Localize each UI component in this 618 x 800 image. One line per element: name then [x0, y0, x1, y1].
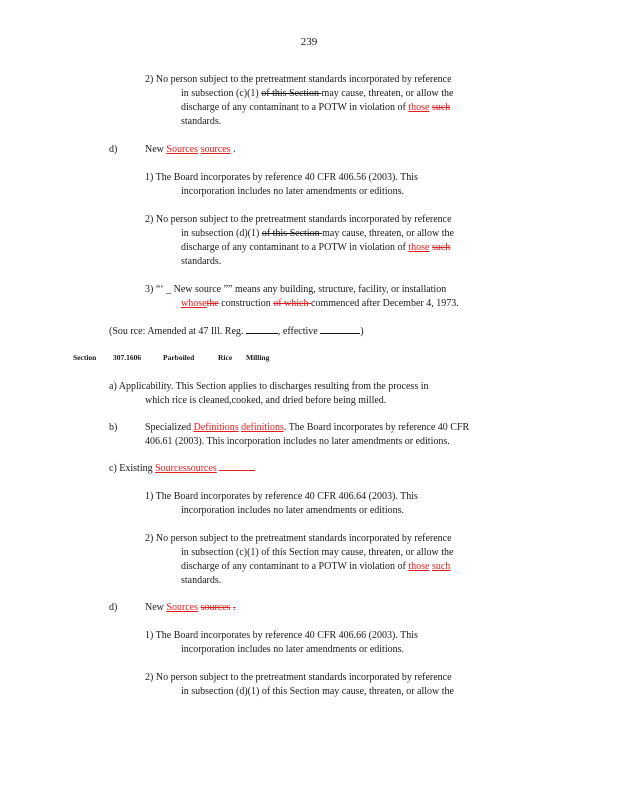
- marker: 1): [145, 172, 154, 183]
- marker: 2): [145, 533, 154, 544]
- c-1-line2: incorporation includes no later amendments or editions.: [181, 505, 404, 516]
- text: New: [145, 144, 167, 155]
- d2-1-line2: incorporation includes no later amendments or editions.: [181, 644, 404, 655]
- inserted-text: whose: [181, 298, 207, 309]
- inserted-text: those: [408, 242, 430, 253]
- inserted-text: those: [408, 561, 430, 572]
- text: Applicability. This Section applies to discharges resulting from the process in: [118, 381, 429, 392]
- d2-2-line1: [145, 671, 452, 685]
- top-c2-line2: [181, 87, 453, 101]
- text: The Board incorporates by reference 40 CFR 406.64 (2003). This: [155, 491, 418, 502]
- text: No person subject to the pretreatment standards incorporated by reference: [155, 672, 452, 683]
- text: The Board incorporates by reference 40 CFR 406.56 (2003). This: [155, 172, 418, 183]
- text: discharge of any contaminant to a POTW in violation of: [181, 561, 409, 572]
- b-marker: b): [109, 422, 118, 433]
- insert-underline: [219, 462, 255, 471]
- section-number: 307.1606: [113, 353, 142, 362]
- text: in subsection (c)(1): [181, 88, 262, 99]
- d2-1-line1: [145, 629, 418, 643]
- b-line1: [145, 421, 469, 435]
- inserted-text: Sources: [155, 463, 187, 474]
- d1-1-line2: incorporation includes no later amendments or editions.: [181, 186, 404, 197]
- d1-2-line1: [145, 213, 452, 227]
- c-1-line1: [145, 490, 418, 504]
- d1-2-line3: [181, 241, 450, 255]
- inserted-text: sources: [186, 463, 217, 474]
- text: , effective: [277, 326, 321, 337]
- text: “‘ _ New source ”” means any building, structure, facility, or installation: [155, 284, 447, 295]
- text: discharge of any contaminant to a POTW in violation of: [181, 242, 409, 253]
- text: . The Board incorporates by reference 40 CFR: [283, 422, 470, 433]
- deleted-text: the: [206, 298, 219, 309]
- text: No person subject to the pretreatment standards incorporated by reference: [155, 214, 452, 225]
- d2-marker: d): [109, 602, 118, 613]
- deleted-text: such: [431, 102, 451, 113]
- inserted-text: Sources: [166, 602, 199, 613]
- top-c2-line4: standards.: [181, 116, 222, 127]
- deleted-text: such: [431, 242, 451, 253]
- text: construction: [218, 298, 274, 309]
- marker: 2): [145, 74, 154, 85]
- section-title-word3: Milling: [246, 353, 270, 362]
- marker: 2): [145, 214, 154, 225]
- d1-heading: [145, 143, 236, 157]
- a-line2: which rice is cleaned,cooked, and dried before being milled.: [145, 395, 387, 406]
- inserted-text: Sources: [166, 144, 199, 155]
- marker: 2): [145, 672, 154, 683]
- text: Specialized: [145, 422, 194, 433]
- marker: c): [109, 463, 117, 474]
- d1-3-line1: [145, 283, 446, 297]
- section-title-word1: Parboiled: [163, 353, 195, 362]
- marker: 3): [145, 284, 154, 295]
- text: in subsection (d)(1): [181, 228, 262, 239]
- deleted-text: of which: [273, 298, 311, 309]
- d1-1-line1: [145, 171, 418, 185]
- d1-2-line2: [181, 227, 454, 241]
- top-c2-line1: [145, 73, 452, 87]
- inserted-text: those: [408, 102, 430, 113]
- inserted-text: definitions: [241, 422, 284, 433]
- blank-effective: [320, 324, 360, 334]
- marker: 1): [145, 630, 154, 641]
- text: discharge of any contaminant to a POTW in violation of: [181, 102, 409, 113]
- text: .: [233, 144, 236, 155]
- d2-2-line2: in subsection (d)(1) of this Section may cause, threaten, or allow the: [181, 686, 454, 697]
- deleted-text: .: [233, 602, 236, 613]
- blank-register: [246, 324, 278, 334]
- text: may cause, threaten, or allow the: [322, 228, 454, 239]
- c-2-line3: [181, 560, 450, 574]
- inserted-text: sources: [200, 144, 231, 155]
- marker: a): [109, 381, 117, 392]
- inserted-text: Definitions: [193, 422, 239, 433]
- d1-2-line4: standards.: [181, 256, 222, 267]
- source-note: [109, 324, 364, 339]
- deleted-text: sources: [200, 602, 231, 613]
- marker: 1): [145, 491, 154, 502]
- page-number: 239: [300, 36, 318, 48]
- top-c2-line3: [181, 101, 450, 115]
- text: may cause, threaten, or allow the: [321, 88, 454, 99]
- text: (Sou rce: Amended at 47 Ill. Reg.: [109, 326, 246, 337]
- text: No person subject to the pretreatment standards incorporated by reference: [155, 74, 452, 85]
- text: Existing: [119, 463, 156, 474]
- c-2-line4: standards.: [181, 575, 222, 586]
- text: ): [360, 326, 364, 337]
- d2-heading: [145, 601, 236, 615]
- d1-marker: d): [109, 144, 118, 155]
- section-label: Section: [73, 353, 97, 362]
- deleted-text: of this Section: [261, 228, 323, 239]
- inserted-text: such: [431, 561, 451, 572]
- c-2-line2: in subsection (c)(1) of this Section may cause, threaten, or allow the: [181, 547, 454, 558]
- deleted-text: of this Section: [261, 88, 322, 99]
- b-line2: 406.61 (2003). This incorporation includes no later amendments or editions.: [145, 436, 450, 447]
- text: New: [145, 602, 167, 613]
- text: commenced after December 4, 1973.: [311, 298, 459, 309]
- section-title-word2: Rice: [218, 353, 233, 362]
- text: The Board incorporates by reference 40 CFR 406.66 (2003). This: [155, 630, 418, 641]
- c-2-line1: [145, 532, 452, 546]
- c-heading: [109, 462, 255, 476]
- d1-3-line2: [181, 297, 459, 311]
- a-line1: [109, 380, 429, 394]
- text: No person subject to the pretreatment standards incorporated by reference: [155, 533, 452, 544]
